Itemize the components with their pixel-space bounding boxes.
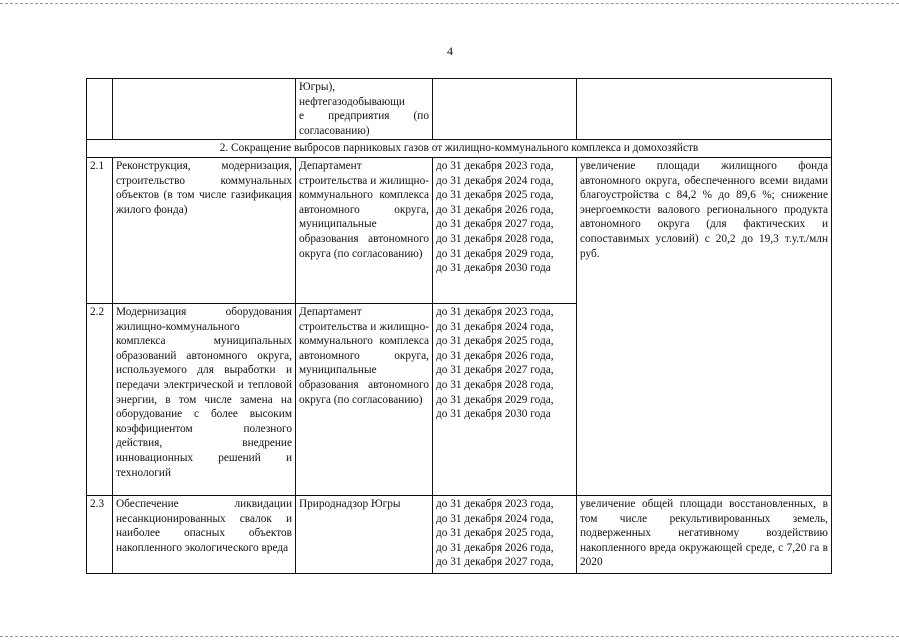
deadline-item: до 31 декабря 2026 года, <box>436 349 554 362</box>
cell-executor-continued <box>296 79 433 140</box>
deadline-item: до 31 декабря 2027 года, <box>436 218 554 231</box>
deadline-item: до 31 декабря 2026 года, <box>436 203 554 216</box>
section-heading-row <box>87 140 832 158</box>
deadline-item: до 31 декабря 2030 года <box>436 408 551 421</box>
table-row <box>87 495 832 573</box>
scan-top-edge <box>0 3 899 4</box>
row-number: 2.2 <box>87 303 113 495</box>
deadline-item: до 31 декабря 2028 года, <box>436 232 554 245</box>
deadline-item: до 31 декабря 2025 года, <box>436 527 554 540</box>
executor-line: Югры), <box>299 81 336 93</box>
deadline-item: до 31 декабря 2024 года, <box>436 512 554 525</box>
cell-measure-empty <box>113 79 296 140</box>
deadline-item: до 31 декабря 2027 года, <box>436 364 554 377</box>
cell-result-empty <box>577 79 832 140</box>
deadline-item: до 31 декабря 2029 года, <box>436 247 554 260</box>
result-text: увеличение площади жилищного фонда автономного округа, обеспеченного всеми видами благоустройства с 84,2 % до 89,6 %; снижение энергоемкости валового регионального продукта автономного округа (для фактических и сопоставимых условий) с 20,2 до 19,3 т.у.т./млн руб. <box>577 157 832 495</box>
deadline-item: до 31 декабря 2029 года, <box>436 393 554 406</box>
measure-text: Реконструкция, модернизация, строительство коммунальных объектов (в том числе газификация жилого фонда) <box>113 157 296 303</box>
row-number: 2.3 <box>87 495 113 573</box>
page-number: 4 <box>447 44 453 58</box>
executor-text: Природнадзор Югры <box>296 495 433 573</box>
cell-num-empty <box>87 79 113 140</box>
deadline-item: до 31 декабря 2023 года, <box>436 305 554 318</box>
row-number: 2.1 <box>87 157 113 303</box>
deadlines-cell <box>433 303 577 495</box>
cell-deadline-empty <box>433 79 577 140</box>
deadline-item: до 31 декабря 2028 года, <box>436 378 554 391</box>
scan-bottom-edge <box>0 636 899 637</box>
deadlines-cell <box>433 157 577 303</box>
deadline-item: до 31 декабря 2027 года, <box>436 556 554 569</box>
table-row-continuation <box>87 79 832 140</box>
deadline-item: до 31 декабря 2024 года, <box>436 174 554 187</box>
executor-line: е предприятия (по <box>299 110 429 123</box>
measures-table <box>86 78 832 574</box>
executor-text: Департамент строительства и жилищно-коммунального комплекса автономного округа, муниципальные образования автономного округа (по согласованию) <box>296 303 433 495</box>
deadline-item: до 31 декабря 2030 года <box>436 262 551 275</box>
deadline-item: до 31 декабря 2024 года, <box>436 320 554 333</box>
executor-text: Департамент строительства и жилищно-коммунального комплекса автономного округа, муниципальные образования автономного округа (по согласованию) <box>296 157 433 303</box>
measure-text: Обеспечение ликвидации несанкционированных свалок и наиболее опасных объектов накопленного экологического вреда <box>113 495 296 573</box>
deadline-item: до 31 декабря 2025 года, <box>436 189 554 202</box>
deadline-item: до 31 декабря 2026 года, <box>436 541 554 554</box>
executor-line: согласованию) <box>299 124 370 137</box>
table-row <box>87 157 832 303</box>
deadline-item: до 31 декабря 2023 года, <box>436 497 554 510</box>
result-text: увеличение общей площади восстановленных, в том числе рекультивированных земель, подверженных негативному воздействию накопленного вреда окружающей среде, с 7,20 га в 2020 <box>577 495 832 573</box>
executor-line: нефтегазодобывающи <box>299 95 405 108</box>
deadline-item: до 31 декабря 2023 года, <box>436 159 554 172</box>
deadline-item: до 31 декабря 2025 года, <box>436 335 554 348</box>
deadlines-cell <box>433 495 577 573</box>
measure-text: Модернизация оборудования жилищно-коммунального комплекса муниципальных образований автономного округа, используемого для выработки и передачи электрической и тепловой энергии, в том числе замена на оборудование с более высоким коэффициентом полезного действия, внедрение инновационных решений и технологий <box>113 303 296 495</box>
section-heading: 2. Сокращение выбросов парниковых газов от жилищно-коммунального комплекса и домохозяйств <box>87 140 832 158</box>
